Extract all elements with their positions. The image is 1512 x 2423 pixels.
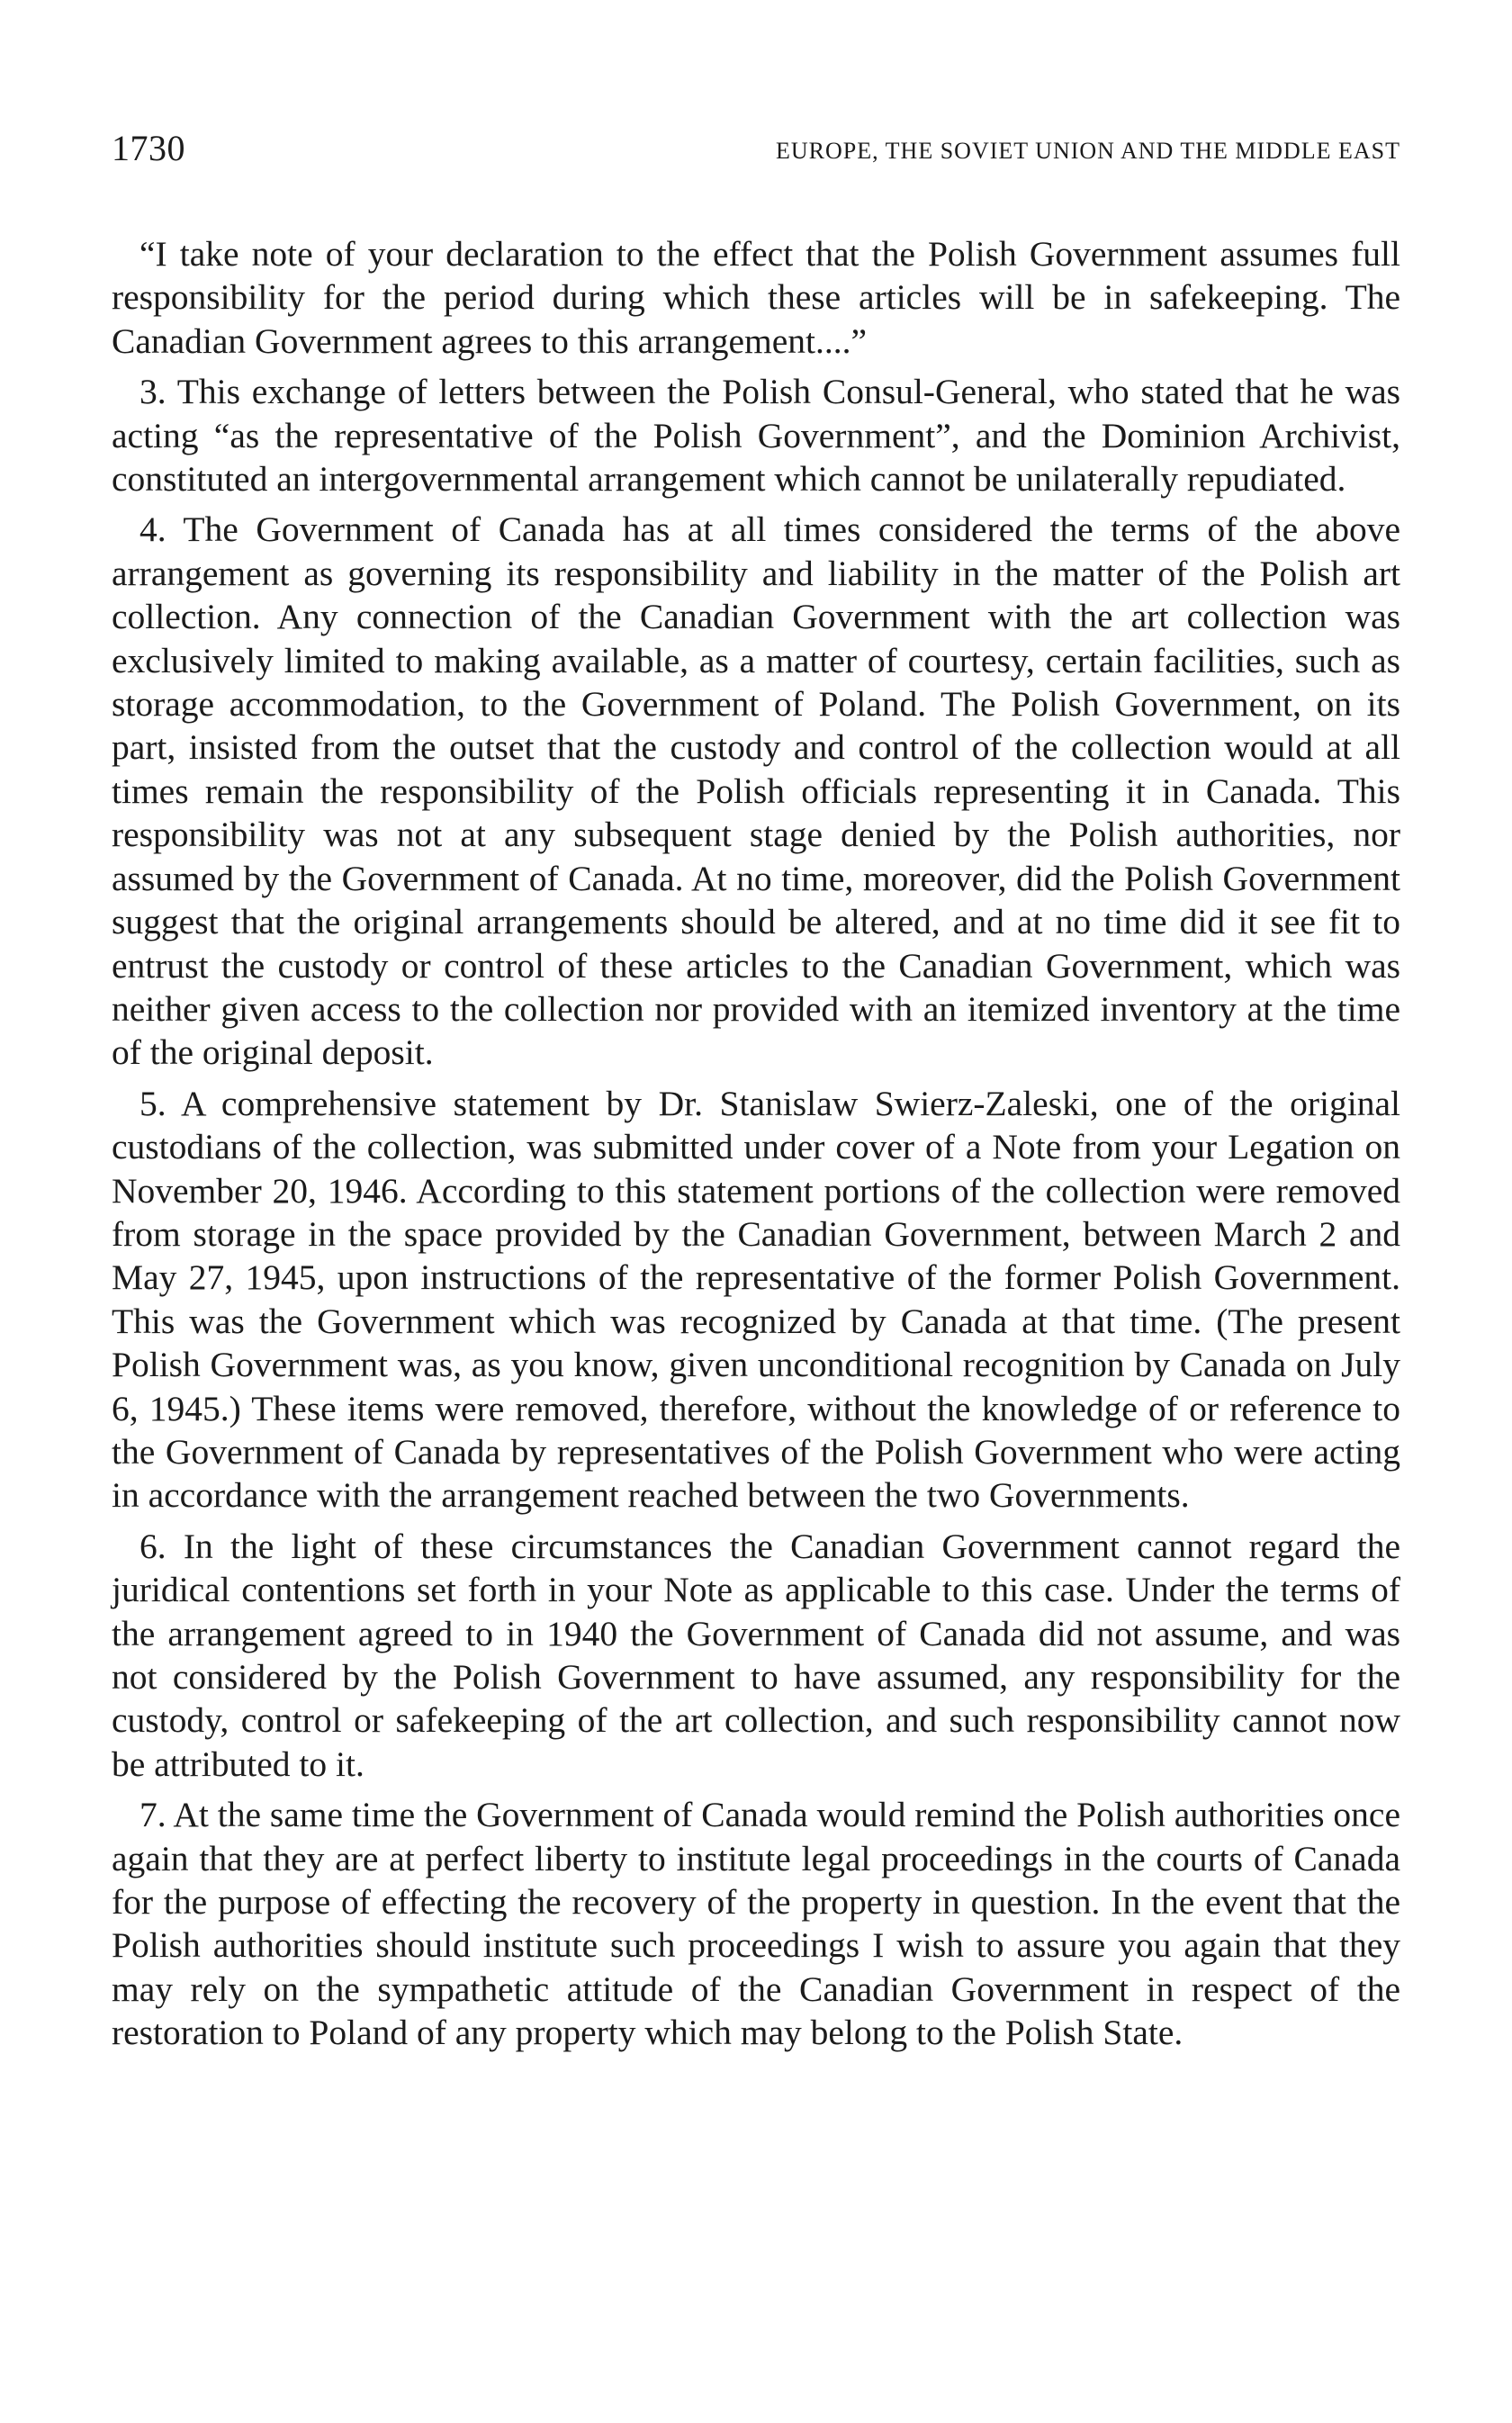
paragraph-text: A comprehensive statement by Dr. Stanislaw Swierz-Zaleski, one of the original custodians of the collection, was submitted under cover of a Note from your Legation on November 20, 1946. According to this statement portions of the collection were removed from storage in the space provided by the Canadian Government, between March 2 and May 27, 1945, upon instructions of the representative of the former Polish Government. This was the Government which was recognized by Canada at that time. (The present Polish Government was, as you know, given unconditional recognition by Canada on July 6, 1945.) These items were removed, therefore, without the knowledge of or reference to the Government of Canada by representatives of the Polish Government who were acting in accordance with the arrangement reached between the two Governments. [112, 1083, 1400, 1516]
paragraph-number: 4. [140, 509, 166, 550]
running-head [112, 126, 1400, 171]
paragraph-number: 3. [140, 372, 166, 412]
paragraph-7 [112, 1793, 1400, 2054]
paragraph-number: 5. [140, 1083, 166, 1123]
paragraph-number: 6. [140, 1526, 166, 1566]
paragraph-3 [112, 370, 1400, 500]
paragraph-6 [112, 1525, 1400, 1786]
paragraph-text: The Government of Canada has at all times considered the terms of the above arrangement as governing its responsibility and liability in the matter of the Polish art collection. Any connection of the Canadian Government with the art collection was exclusively limited to making available, as a matter of courtesy, certain facilities, such as storage accommodation, to the Government of Poland. The Polish Government, on its part, insisted from the outset that the custody and control of the collection would at all times remain the responsibility of the Polish officials representing it in Canada. This responsibility was not at any subsequent stage denied by the Polish authorities, nor assumed by the Government of Canada. At no time, moreover, did the Polish Government suggest that the original arrangements should be altered, and at no time did it see fit to entrust the custody or control of these articles to the Canadian Government, which was neither given access to the collection nor provided with an itemized inventory at the time of the original deposit. [112, 509, 1400, 1073]
paragraph-text: “I take note of your declaration to the effect that the Polish Government assumes full responsibility for the period during which these articles will be in safekeeping. The Canadian Government agrees to this arrangement....” [112, 234, 1400, 361]
paragraph-4 [112, 508, 1400, 1074]
body-text [112, 232, 1400, 2055]
page-number: 1730 [112, 128, 185, 168]
paragraph-5 [112, 1082, 1400, 1518]
paragraph-text: This exchange of letters between the Polish Consul-General, who stated that he was acting “as the representative of the Polish Government”, and the Dominion Archivist, constituted an intergovernmental arrangement which cannot be unilaterally repudiated. [112, 372, 1400, 500]
paragraph-text: In the light of these circumstances the Canadian Government cannot regard the juridical contentions set forth in your Note as applicable to this case. Under the terms of the arrangement agreed to in 1940 the Government of Canada did not assume, and was not considered by the Polish Government to have assumed, any responsibility for the custody, control or safekeeping of the art collection, and such responsibility cannot now be attributed to it. [112, 1526, 1400, 1784]
paragraph-quote [112, 232, 1400, 363]
paragraph-text: At the same time the Government of Canada would remind the Polish authorities once again that they are at perfect liberty to institute legal proceedings in the courts of Canada for the purpose of effecting the recovery of the property in question. In the event that the Polish authorities should institute such proceedings I wish to assure you again that they may rely on the sympathetic attitude of the Canadian Government in respect of the restoration to Poland of any property which may belong to the Polish State. [112, 1795, 1400, 2053]
paragraph-number: 7. [140, 1795, 166, 1835]
running-head-title: EUROPE, THE SOVIET UNION AND THE MIDDLE EAST [776, 138, 1400, 164]
